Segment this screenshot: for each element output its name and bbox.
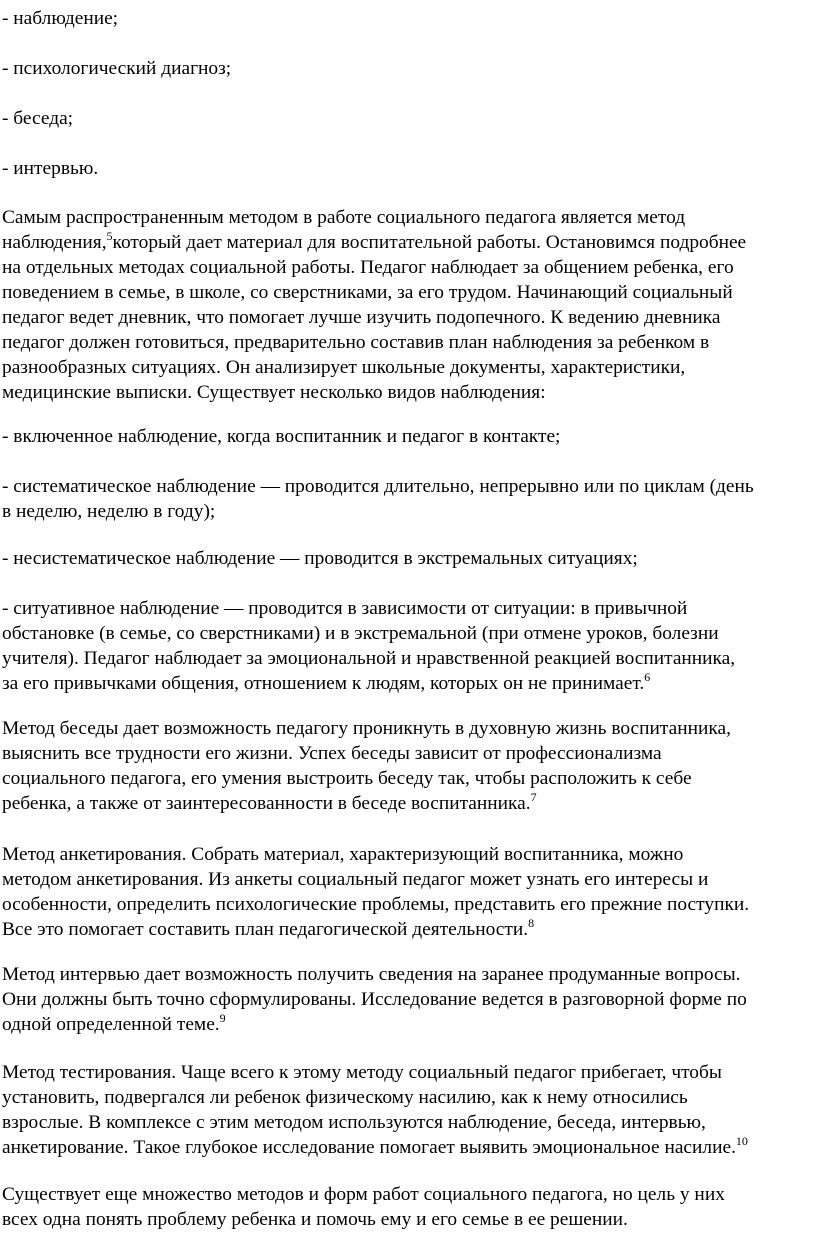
list-item-systematic-observation: - систематическое наблюдение — проводится длительно, непрерывно или по циклам (день в неделю, неделю в году); xyxy=(2,476,754,522)
paragraph-conclusion: Существует еще множество методов и форм работ социального педагога, но цель у них всех одна понять проблему ребенка и помочь ему и его семье в ее решении. xyxy=(2,1184,725,1230)
list-item: - беседа; xyxy=(2,108,74,129)
paragraph-questionnaire-method: Метод анкетирования. Собрать материал, характеризующий воспитанника, можно методом анкетирования. Из анкеты социальный педагог может узнать его интересы и особенности, определить психологические проблемы, представить его прежние поступки. Все это помогает составить план педагогической деятельности.$^8$ xyxy=(2,844,750,940)
paragraph-testing-method: Метод тестирования. Чаще всего к этому методу социальный педагог прибегает, чтобы установить, подвергался ли ребенок физическому насилию, как к нему относились взрослые. В комплексе с этим методом используются наблюдение, беседа, интервью, анкетирование. Такое глубокое исследование помогает выявить эмоциональное насилие.$^{10}$ xyxy=(2,1062,748,1158)
paragraph-interview-method: Метод интервью дает возможность получить сведения на заранее продуманные вопросы. Они должны быть точно сформулированы. Исследование ведется в разговорной форме по одной определенной теме.$^9$ xyxy=(2,964,747,1035)
list-item-included-observation: - включенное наблюдение, когда воспитанник и педагог в контакте; xyxy=(2,426,561,447)
list-item: - психологический диагноз; xyxy=(2,58,232,79)
footnote-ref: 6 xyxy=(644,670,651,684)
footnote-ref: 7 xyxy=(530,790,537,804)
list-item-situational-observation: - ситуативное наблюдение — проводится в зависимости от ситуации: в привычной обстановке (в семье, со сверстниками) и в экстремальной (при отмене уроков, болезни учителя). Педагог наблюдает за эмоциональной и нравственной реакцией воспитанника, за его привычками общения, отношением к людям, которых он не принимает.$^6$ xyxy=(2,598,736,694)
footnote-ref: 5 xyxy=(106,229,113,243)
footnote-ref: 9 xyxy=(219,1011,226,1025)
paragraph-conversation-method: Метод беседы дает возможность педагогу проникнуть в духовную жизнь воспитанника, выяснить все трудности его жизни. Успех беседы зависит от профессионализма социального педагога, его умения выстроить беседу так, чтобы расположить к себе ребенка, а также от заинтересованности в беседе воспитанника.$^7$ xyxy=(2,718,731,814)
paragraph-observation-method: Самым распространенным методом в работе социального педагога является метод наблюдения,$^5$который дает материал для воспитательной работы. Остановимся подробнее на отдельных методах социальной работы. Педагог наблюдает за общением ребенка, его поведением в семье, в школе, со сверстниками, за его трудом. Начинающий социальный педагог ведет дневник, что помогает лучше изучить подопечного. К ведению дневника педагог должен готовиться, предварительно составив план наблюдения за ребенком в разнообразных ситуациях. Он анализирует школьные документы, характеристики, медицинские выписки. Существует несколько видов наблюдения: xyxy=(2,207,747,403)
list-item: - наблюдение; xyxy=(2,8,119,29)
list-item-nonsystematic-observation: - несистематическое наблюдение — проводится в экстремальных ситуациях; xyxy=(2,548,638,569)
footnote-ref: 8 xyxy=(528,916,535,930)
list-item: - интервью. xyxy=(2,158,99,179)
footnote-ref: 10 xyxy=(735,1134,748,1148)
